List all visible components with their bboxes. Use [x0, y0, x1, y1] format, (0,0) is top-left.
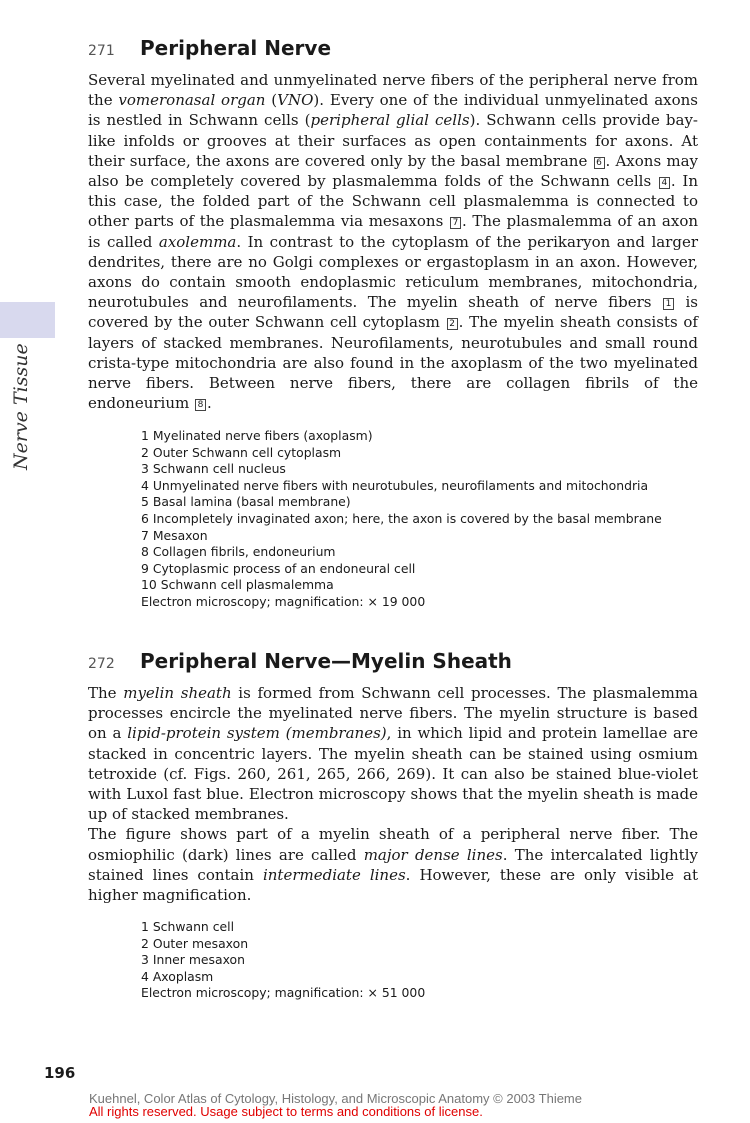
- chapter-side-label: Nerve Tissue: [10, 343, 32, 470]
- term: myelin sheath: [123, 684, 232, 702]
- legend-item: 4 Unmyelinated nerve fibers with neurotubules, neurofilaments and mitochondria: [141, 477, 649, 493]
- figure-ref-box: 8: [195, 399, 206, 411]
- legend-item: 1 Myelinated nerve fibers (axoplasm): [141, 428, 373, 443]
- term: vomeronasal organ: [118, 91, 266, 110]
- license-line: All rights reserved. Usage subject to terms and conditions of license.: [89, 1104, 483, 1119]
- section-number: 272: [88, 656, 115, 672]
- legend-item: 10 Schwann cell plasmalemma: [141, 577, 334, 593]
- term: axolemma: [158, 232, 237, 251]
- legend-item: 2 Outer mesaxon: [141, 935, 249, 951]
- legend-item: 9 Cytoplasmic process of an endoneural cell: [141, 560, 416, 576]
- term: peripheral glial cells: [310, 111, 470, 130]
- legend-item: 5 Basal lamina (basal membrane): [141, 494, 351, 510]
- legend-item: 6 Incompletely invaginated axon; here, the axon is covered by the basal membrane: [141, 510, 662, 526]
- legend-item: 4 Axoplasm: [141, 968, 214, 984]
- term: intermediate lines: [262, 865, 406, 884]
- term: major dense lines: [363, 845, 503, 864]
- copyright-line: Kuehnel, Color Atlas of Cytology, Histology, and Microscopic Anatomy © 2003 Thieme: [89, 1091, 582, 1106]
- legend-item: 3 Inner mesaxon: [141, 952, 245, 968]
- figure-ref-box: 7: [450, 217, 461, 229]
- copyright-footer: [89, 1092, 582, 1118]
- section-272-heading: [88, 649, 512, 673]
- legend-magnification: Electron microscopy; magnification: × 51 000: [141, 985, 426, 1001]
- section-271-body: [88, 70, 698, 413]
- section-271-heading: [88, 36, 331, 60]
- figure-ref-box: 6: [594, 157, 605, 169]
- term: lipid-protein system (membranes): [127, 724, 387, 743]
- legend-item: 8 Collagen fibrils, endoneurium: [141, 544, 336, 560]
- section-272-legend: [141, 919, 425, 1002]
- figure-ref-box: 2: [447, 318, 458, 330]
- section-title: Peripheral Nerve: [140, 36, 332, 60]
- legend-item: 2 Outer Schwann cell cytoplasm: [141, 444, 342, 460]
- section-title: Peripheral Nerve—Myelin Sheath: [140, 649, 512, 673]
- page-number: 196: [44, 1064, 76, 1082]
- body-paragraph: The myelin sheath is formed from Schwann cell processes. The plasmalemma processes encircle the myelinated nerve fibers. The myelin structure is based on a lipid-protein system (membranes), in which lipid and protein lamellae are stacked in concentric layers. The myelin sheath can be stained using osmium tetroxide (cf. Figs. 260, 261, 265, 266, 269). It can also be stained blue-violet with Luxol fast blue. Electron microscopy shows that the myelin sheath is made up of stacked membranes.: [88, 684, 699, 824]
- legend-magnification: Electron microscopy; magnification: × 19 000: [141, 593, 426, 609]
- legend-item: 7 Mesaxon: [141, 527, 208, 543]
- term: VNO: [277, 91, 314, 110]
- figure-ref-box: 1: [663, 298, 674, 310]
- body-paragraph: Several myelinated and unmyelinated nerve fibers of the peripheral nerve from the vomeronasal organ (VNO). Every one of the individual unmyelinated axons is nestled in Schwann cells (peripheral glial cells). Schwann cells provide bay-like infolds or grooves at their surfaces as open containments for axons. At their surface, the axons are covered only by the basal membrane 6 . Axons may also be completely covered by plasmalemma folds of the Schwann cells 4 . In this case, the folded part of the Schwann cell plasmalemma is connected to other parts of the plasmalemma via mesaxons 7 . The plasmalemma of an axon is called axolemma. In contrast to the cytoplasm of the perikaryon and larger dendrites, there are no Golgi complexes or ergastoplasm in an axon. However, axons do contain smooth endoplasmic reticulum membranes, mitochondria, neurotubules and neurofilaments. The myelin sheath of nerve fibers 1 is covered by the outer Schwann cell cytoplasm 2 . The myelin sheath consists of layers of stacked membranes. Neurofilaments, neurotubules and small round crista-type mitochondria are also found in the axoplasm of the two myelinated nerve fibers. Between nerve fibers, there are collagen fibrils of the endoneurium 8 .: [88, 71, 699, 413]
- body-paragraph: The figure shows part of a myelin sheath of a peripheral nerve fiber. The osmiophilic (dark) lines are called major dense lines. The intercalated lightly stained lines contain intermediate lines. However, these are only visible at higher magnification.: [88, 825, 699, 905]
- section-tab-marker: [0, 302, 55, 338]
- section-number: 271: [88, 43, 115, 59]
- legend-item: 3 Schwann cell nucleus: [141, 461, 286, 477]
- figure-ref-box: 4: [659, 177, 670, 189]
- section-272-body: [88, 683, 698, 905]
- legend-item: 1 Schwann cell: [141, 919, 235, 934]
- section-271-legend: [141, 428, 662, 611]
